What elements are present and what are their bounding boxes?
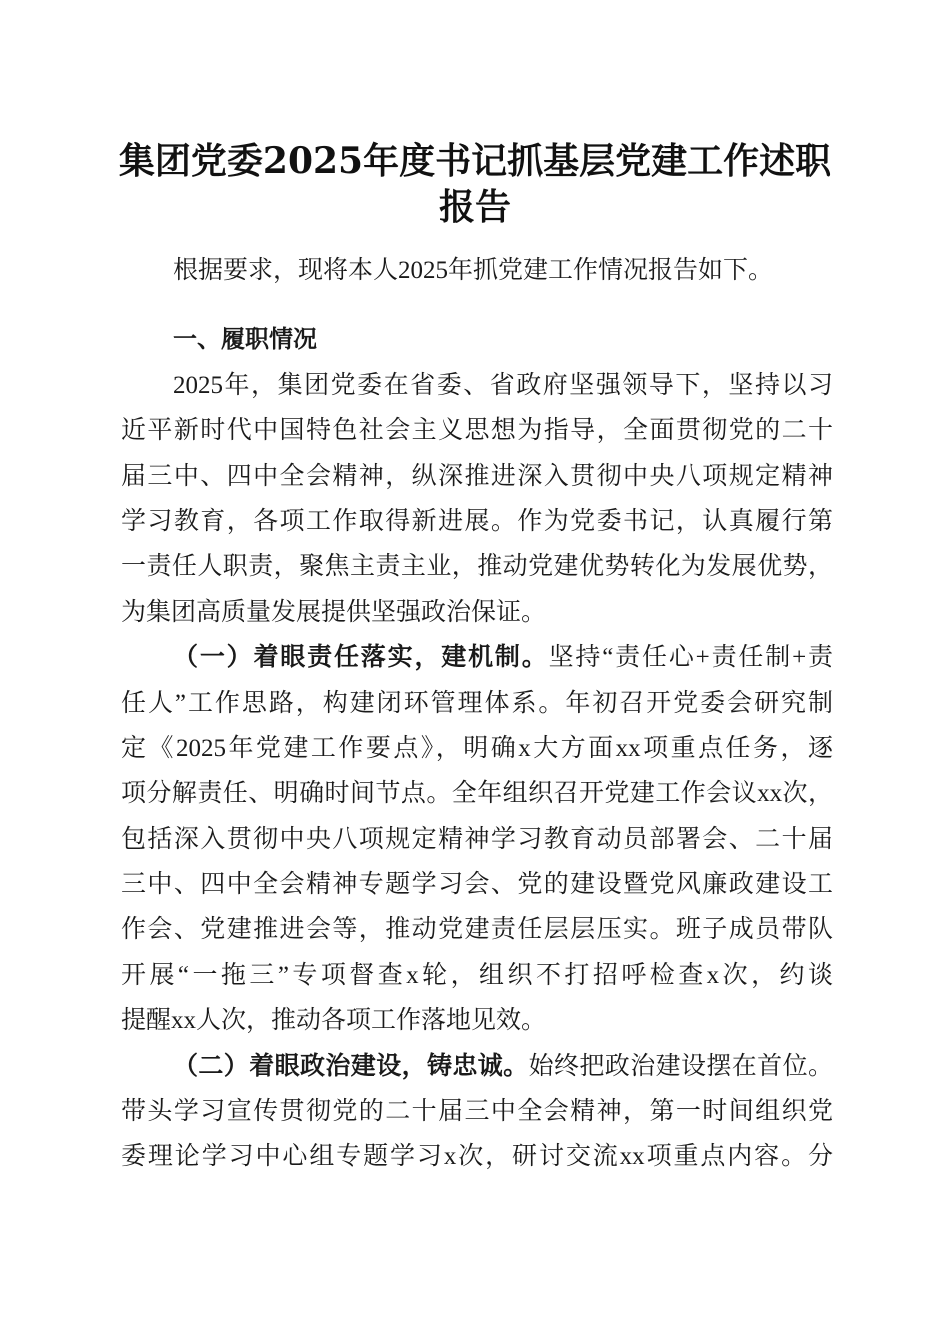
paragraph-3 — [121, 1044, 833, 1180]
text-line: 带头学习宣传贯彻党的二十届三中全会精神，第一时间组织党 — [121, 1098, 833, 1126]
paragraph-2 — [121, 635, 833, 1044]
text-line: 学习教育，各项工作取得新进展。作为党委书记，认真履行第 — [121, 507, 833, 535]
paragraph-1 — [121, 363, 833, 635]
document-title — [110, 138, 840, 230]
text-span: 坚持“责任心+责任制+责 — [548, 644, 833, 672]
text-line: 为集团高质量发展提供坚强政治保证。 — [121, 598, 547, 626]
text-line: 包括深入贯彻中央八项规定精神学习教育动员部署会、二十届 — [121, 825, 833, 853]
text-line: 2025年，集团党委在省委、省政府坚强领导下，坚持以习 — [173, 371, 833, 399]
subsection-lead: （二）着眼政治建设，铸忠诚。 — [173, 1052, 529, 1080]
section-heading: 一、履职情况 — [173, 325, 317, 354]
intro-paragraph: 根据要求，现将本人2025年抓党建工作情况报告如下。 — [173, 257, 774, 284]
document-body — [121, 248, 833, 1180]
text-line: 近平新时代中国特色社会主义思想为指导，全面贯彻党的二十 — [121, 417, 833, 445]
text-line: 任人”工作思路，构建闭环管理体系。年初召开党委会研究制 — [121, 689, 833, 717]
text-line: 届三中、四中全会精神，纵深推进深入贯彻中央八项规定精神 — [121, 462, 833, 490]
subsection-lead: （一）着眼责任落实，建机制。 — [173, 644, 549, 672]
text-line: 项分解责任、明确时间节点。全年组织召开党建工作会议xx次， — [121, 780, 833, 808]
text-span: 始终把政治建设摆在首位。 — [528, 1052, 833, 1080]
text-line — [121, 1044, 833, 1089]
text-line: 提醒xx人次，推动各项工作落地见效。 — [121, 1007, 547, 1035]
text-line: 开展“一拖三”专项督查x轮，组织不打招呼检查x次，约谈 — [121, 961, 833, 989]
text-line: 委理论学习中心组专题学习x次，研讨交流xx项重点内容。分 — [121, 1143, 833, 1171]
text-line — [121, 635, 833, 680]
text-line: 作会、党建推进会等，推动党建责任层层压实。班子成员带队 — [121, 916, 833, 944]
text-line: 一责任人职责，聚焦主责主业，推动党建优势转化为发展优势， — [121, 553, 833, 581]
title-line-2: 报告 — [438, 186, 511, 228]
text-line: 定《2025年党建工作要点》，明确x大方面xx项重点任务，逐 — [121, 734, 833, 762]
text-line: 三中、四中全会精神专题学习会、党的建设暨党风廉政建设工 — [121, 871, 833, 899]
title-line-1: 集团党委2025年度书记抓基层党建工作述职 — [118, 140, 832, 182]
